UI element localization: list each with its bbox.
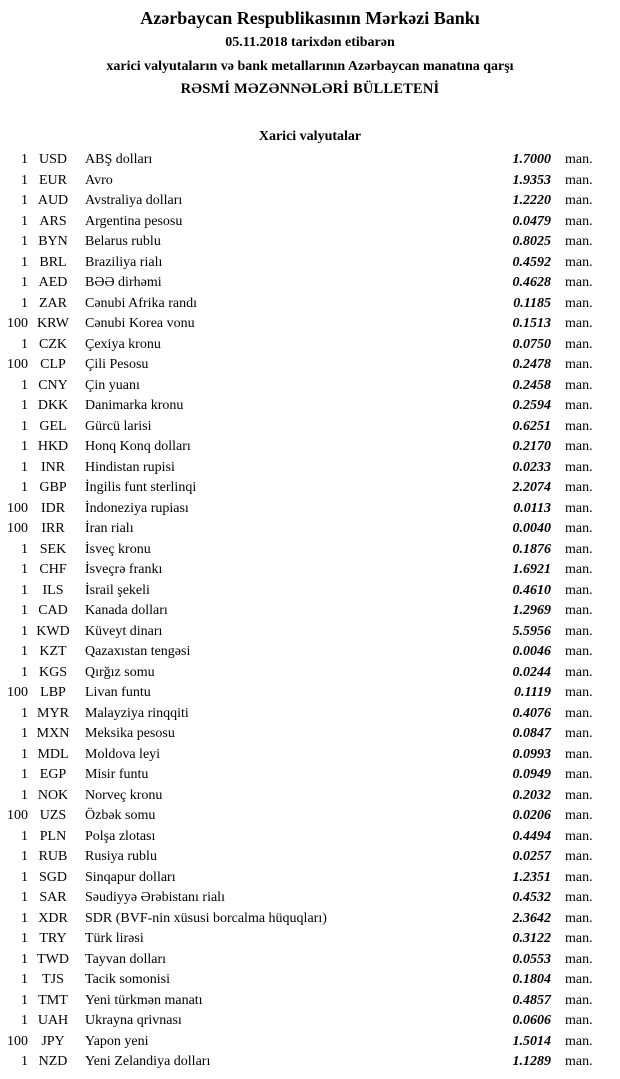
unit-label: man. bbox=[565, 582, 593, 598]
rate-value: 5.5956 bbox=[512, 623, 551, 639]
rate-value: 0.0206 bbox=[512, 808, 551, 823]
currency-code: LBP bbox=[40, 685, 66, 700]
currency-code: BYN bbox=[38, 234, 68, 249]
unit-label: man. bbox=[565, 685, 593, 700]
unit-label: man. bbox=[565, 398, 593, 413]
currency-name: Küveyt dinarı bbox=[85, 623, 163, 639]
currency-name: Meksika pesosu bbox=[85, 726, 175, 741]
quantity: 1 bbox=[21, 910, 28, 926]
currency-name: İngilis funt sterlinqi bbox=[85, 480, 197, 495]
table-row bbox=[0, 581, 620, 602]
currency-code: GEL bbox=[39, 418, 67, 434]
quantity: 1 bbox=[21, 480, 28, 495]
table-row bbox=[0, 622, 620, 643]
table-row bbox=[0, 212, 620, 233]
quantity: 1 bbox=[21, 582, 28, 598]
table-row bbox=[0, 909, 620, 930]
table-row bbox=[0, 314, 620, 335]
rate-value: 0.0244 bbox=[512, 664, 551, 680]
unit-label: man. bbox=[565, 193, 593, 208]
rate-value: 1.1289 bbox=[512, 1054, 551, 1069]
table-row bbox=[0, 396, 620, 417]
currency-code: MXN bbox=[36, 726, 70, 741]
table-row bbox=[0, 806, 620, 827]
quantity: 1 bbox=[21, 828, 28, 844]
table-row bbox=[0, 970, 620, 991]
currency-code: IDR bbox=[40, 500, 66, 516]
unit-label: man. bbox=[565, 910, 593, 926]
table-row bbox=[0, 847, 620, 868]
rate-value: 1.6921 bbox=[512, 562, 551, 577]
rate-value: 1.2969 bbox=[512, 603, 551, 618]
currency-code: TWD bbox=[37, 951, 69, 967]
section-title-foreign-currencies: Xarici valyutalar bbox=[258, 129, 362, 144]
quantity: 100 bbox=[7, 316, 28, 331]
quantity: 1 bbox=[21, 931, 28, 946]
table-row bbox=[0, 478, 620, 499]
unit-label: man. bbox=[565, 275, 593, 290]
currency-code: XDR bbox=[38, 910, 68, 926]
rate-value: 2.3642 bbox=[512, 910, 551, 926]
quantity: 1 bbox=[21, 398, 28, 413]
quantity: 1 bbox=[21, 849, 28, 864]
quantity: 1 bbox=[21, 336, 28, 352]
unit-label: man. bbox=[565, 767, 593, 782]
unit-label: man. bbox=[565, 931, 593, 946]
table-row bbox=[0, 663, 620, 684]
currency-code: GBP bbox=[39, 480, 67, 495]
currency-name: Tacik somonisi bbox=[85, 972, 170, 987]
quantity: 1 bbox=[21, 972, 28, 987]
currency-code: NOK bbox=[37, 787, 69, 803]
currency-code: SAR bbox=[39, 890, 67, 905]
table-row bbox=[0, 1052, 620, 1073]
effective-date-line: 05.11.2018 tarixdən etibarən bbox=[225, 35, 395, 50]
table-row bbox=[0, 335, 620, 356]
rate-value: 0.4592 bbox=[512, 254, 551, 270]
rate-value: 0.0233 bbox=[512, 459, 551, 475]
unit-label: man. bbox=[565, 972, 593, 987]
quantity: 1 bbox=[21, 541, 28, 557]
currency-code: HKD bbox=[37, 439, 69, 454]
rate-value: 0.4076 bbox=[512, 705, 551, 721]
unit-label: man. bbox=[565, 316, 593, 331]
currency-name: Qazaxıstan tengəsi bbox=[85, 644, 191, 659]
rate-value: 0.2458 bbox=[512, 377, 551, 393]
unit-label: man. bbox=[565, 418, 593, 434]
unit-label: man. bbox=[565, 377, 593, 393]
unit-label: man. bbox=[565, 849, 593, 864]
unit-label: man. bbox=[565, 500, 593, 516]
unit-label: man. bbox=[565, 1054, 593, 1069]
rate-value: 0.0606 bbox=[512, 1013, 551, 1028]
currency-code: MYR bbox=[37, 705, 69, 721]
table-row bbox=[0, 499, 620, 520]
table-row bbox=[0, 888, 620, 909]
unit-label: man. bbox=[565, 1013, 593, 1028]
rate-value: 0.1876 bbox=[512, 541, 551, 557]
currency-code: KRW bbox=[37, 316, 69, 331]
currency-name: SDR (BVF-nin xüsusi borcalma hüquqları) bbox=[85, 910, 327, 926]
rate-value: 0.1119 bbox=[514, 685, 551, 700]
unit-label: man. bbox=[565, 828, 593, 844]
currency-name: Cənubi Afrika randı bbox=[85, 295, 197, 311]
rate-value: 0.2032 bbox=[512, 787, 551, 803]
currency-name: Çili Pesosu bbox=[85, 357, 149, 372]
rate-value: 1.5014 bbox=[512, 1033, 551, 1049]
rate-value: 1.9353 bbox=[512, 172, 551, 188]
quantity: 1 bbox=[21, 418, 28, 434]
rate-value: 0.2170 bbox=[512, 439, 551, 454]
rate-value: 0.1185 bbox=[513, 295, 551, 311]
bulletin-subtitle: xarici valyutaların və bank metallarının Azərbaycan manatına qarşı bbox=[106, 59, 514, 74]
quantity: 1 bbox=[21, 705, 28, 721]
unit-label: man. bbox=[565, 869, 593, 885]
rate-value: 0.0479 bbox=[512, 213, 551, 229]
currency-code: CZK bbox=[39, 336, 67, 352]
currency-code: DKK bbox=[37, 398, 69, 413]
currency-name: İran rialı bbox=[85, 521, 134, 536]
currency-code: SEK bbox=[39, 541, 67, 557]
currency-name: Polşa zlotası bbox=[85, 828, 156, 844]
quantity: 100 bbox=[7, 500, 28, 516]
unit-label: man. bbox=[565, 172, 593, 188]
table-row bbox=[0, 437, 620, 458]
quantity: 100 bbox=[7, 1033, 28, 1049]
unit-label: man. bbox=[565, 603, 593, 618]
currency-name: Özbək somu bbox=[85, 808, 156, 823]
quantity: 1 bbox=[21, 951, 28, 967]
quantity: 1 bbox=[21, 869, 28, 885]
currency-name: İsveç kronu bbox=[85, 541, 151, 557]
quantity: 1 bbox=[21, 767, 28, 782]
quantity: 1 bbox=[21, 193, 28, 208]
table-row bbox=[0, 991, 620, 1012]
quantity: 1 bbox=[21, 377, 28, 393]
currency-code: ARS bbox=[39, 213, 67, 229]
rate-value: 0.0949 bbox=[512, 767, 551, 782]
rate-value: 0.4857 bbox=[512, 992, 551, 1008]
quantity: 1 bbox=[21, 295, 28, 311]
currency-name: Argentina pesosu bbox=[85, 213, 183, 229]
table-row bbox=[0, 253, 620, 274]
currency-name: Danimarka kronu bbox=[85, 398, 184, 413]
quantity: 1 bbox=[21, 644, 28, 659]
table-row bbox=[0, 827, 620, 848]
rate-value: 0.0046 bbox=[512, 644, 551, 659]
currency-code: USD bbox=[38, 152, 67, 167]
currency-name: Cənubi Korea vonu bbox=[85, 316, 195, 331]
table-row bbox=[0, 273, 620, 294]
rate-value: 0.3122 bbox=[512, 931, 551, 946]
currency-code: UZS bbox=[39, 808, 67, 823]
currency-name: Belarus rublu bbox=[85, 234, 161, 249]
rate-value: 0.6251 bbox=[512, 418, 551, 434]
currency-name: Livan funtu bbox=[85, 685, 151, 700]
table-row bbox=[0, 950, 620, 971]
rate-value: 0.0113 bbox=[513, 500, 551, 516]
unit-label: man. bbox=[565, 357, 593, 372]
quantity: 1 bbox=[21, 254, 28, 270]
unit-label: man. bbox=[565, 808, 593, 823]
quantity: 1 bbox=[21, 459, 28, 475]
table-row bbox=[0, 171, 620, 192]
rate-value: 1.7000 bbox=[512, 152, 551, 167]
rate-value: 0.0993 bbox=[512, 746, 551, 762]
unit-label: man. bbox=[565, 787, 593, 803]
unit-label: man. bbox=[565, 254, 593, 270]
unit-label: man. bbox=[565, 234, 593, 249]
rate-value: 1.2220 bbox=[512, 193, 551, 208]
currency-code: JPY bbox=[41, 1033, 65, 1049]
unit-label: man. bbox=[565, 951, 593, 967]
quantity: 1 bbox=[21, 787, 28, 803]
quantity: 1 bbox=[21, 726, 28, 741]
bulletin-name: RƏSMİ MƏZƏNNƏLƏRİ BÜLLETENİ bbox=[180, 81, 440, 97]
table-row bbox=[0, 540, 620, 561]
table-row bbox=[0, 191, 620, 212]
currency-name: Gürcü larisi bbox=[85, 418, 152, 434]
unit-label: man. bbox=[565, 705, 593, 721]
quantity: 1 bbox=[21, 234, 28, 249]
currency-name: İsveçrə frankı bbox=[85, 562, 163, 577]
currency-name: Çexiya kronu bbox=[85, 336, 161, 352]
currency-code: CAD bbox=[38, 603, 68, 618]
rate-value: 0.2478 bbox=[512, 357, 551, 372]
currency-name: Honq Konq dolları bbox=[85, 439, 191, 454]
currency-code: KGS bbox=[38, 664, 67, 680]
unit-label: man. bbox=[565, 664, 593, 680]
currency-code: TRY bbox=[39, 931, 67, 946]
unit-label: man. bbox=[565, 623, 593, 639]
quantity: 1 bbox=[21, 664, 28, 680]
currency-name: Rusiya rublu bbox=[85, 849, 157, 864]
currency-code: CHF bbox=[39, 562, 67, 577]
unit-label: man. bbox=[565, 562, 593, 577]
quantity: 100 bbox=[7, 685, 28, 700]
currency-code: EUR bbox=[39, 172, 67, 188]
quantity: 1 bbox=[21, 213, 28, 229]
currency-code: ZAR bbox=[39, 295, 67, 311]
unit-label: man. bbox=[565, 1033, 593, 1049]
table-row bbox=[0, 232, 620, 253]
currency-code: KWD bbox=[36, 623, 70, 639]
currency-name: Türk lirəsi bbox=[85, 931, 144, 946]
table-row bbox=[0, 376, 620, 397]
rate-value: 0.8025 bbox=[512, 234, 551, 249]
table-row bbox=[0, 683, 620, 704]
table-row bbox=[0, 294, 620, 315]
quantity: 1 bbox=[21, 1054, 28, 1069]
currency-code: AUD bbox=[37, 193, 69, 208]
currency-code: ILS bbox=[42, 582, 64, 598]
currency-name: Yapon yeni bbox=[85, 1033, 149, 1049]
unit-label: man. bbox=[565, 890, 593, 905]
rate-value: 2.2074 bbox=[512, 480, 551, 495]
unit-label: man. bbox=[565, 459, 593, 475]
currency-code: NZD bbox=[38, 1054, 68, 1069]
currency-name: Ukrayna qrivnası bbox=[85, 1013, 182, 1028]
quantity: 100 bbox=[7, 808, 28, 823]
currency-name: Səudiyyə Ərəbistanı rialı bbox=[85, 890, 225, 905]
unit-label: man. bbox=[565, 295, 593, 311]
currency-name: İndoneziya rupiası bbox=[85, 500, 189, 516]
currency-name: ABŞ dolları bbox=[85, 152, 153, 167]
currency-name: BƏƏ dirhəmi bbox=[85, 275, 162, 290]
table-row bbox=[0, 642, 620, 663]
rate-value: 1.2351 bbox=[512, 869, 551, 885]
currency-code: MDL bbox=[37, 746, 69, 762]
rate-value: 0.0040 bbox=[512, 521, 551, 536]
table-row bbox=[0, 1032, 620, 1053]
rate-value: 0.1513 bbox=[512, 316, 551, 331]
quantity: 1 bbox=[21, 992, 28, 1008]
currency-code: INR bbox=[40, 459, 66, 475]
unit-label: man. bbox=[565, 644, 593, 659]
quantity: 1 bbox=[21, 890, 28, 905]
unit-label: man. bbox=[565, 213, 593, 229]
unit-label: man. bbox=[565, 480, 593, 495]
table-row bbox=[0, 519, 620, 540]
rate-value: 0.1804 bbox=[512, 972, 551, 987]
table-row bbox=[0, 724, 620, 745]
currency-code: UAH bbox=[37, 1013, 69, 1028]
currency-code: TMT bbox=[38, 992, 68, 1008]
currency-name: Tayvan dolları bbox=[85, 951, 167, 967]
table-row bbox=[0, 704, 620, 725]
currency-name: Norveç kronu bbox=[85, 787, 163, 803]
quantity: 1 bbox=[21, 1013, 28, 1028]
unit-label: man. bbox=[565, 726, 593, 741]
rate-value: 0.0847 bbox=[512, 726, 551, 741]
table-row bbox=[0, 355, 620, 376]
unit-label: man. bbox=[565, 541, 593, 557]
unit-label: man. bbox=[565, 746, 593, 762]
unit-label: man. bbox=[565, 336, 593, 352]
quantity: 1 bbox=[21, 562, 28, 577]
currency-code: RUB bbox=[38, 849, 68, 864]
table-row bbox=[0, 417, 620, 438]
rate-value: 0.4494 bbox=[512, 828, 551, 844]
table-row bbox=[0, 868, 620, 889]
unit-label: man. bbox=[565, 439, 593, 454]
currency-name: Malayziya rinqqiti bbox=[85, 705, 189, 721]
table-row bbox=[0, 929, 620, 950]
unit-label: man. bbox=[565, 992, 593, 1008]
currency-name: Yeni türkmən manatı bbox=[85, 992, 203, 1008]
quantity: 1 bbox=[21, 439, 28, 454]
quantity: 100 bbox=[7, 357, 28, 372]
currency-name: Sinqapur dolları bbox=[85, 869, 176, 885]
currency-name: Moldova leyi bbox=[85, 746, 161, 762]
currency-name: Braziliya rialı bbox=[85, 254, 163, 270]
quantity: 1 bbox=[21, 275, 28, 290]
currency-table bbox=[0, 150, 620, 1073]
currency-code: KZT bbox=[39, 644, 67, 659]
unit-label: man. bbox=[565, 152, 593, 167]
currency-code: IRR bbox=[41, 521, 65, 536]
quantity: 1 bbox=[21, 152, 28, 167]
table-row bbox=[0, 786, 620, 807]
currency-code: SGD bbox=[38, 869, 67, 885]
bulletin-header bbox=[0, 6, 620, 99]
currency-code: CNY bbox=[38, 377, 68, 393]
bulletin-page bbox=[0, 6, 620, 1079]
currency-name: Hindistan rupisi bbox=[85, 459, 175, 475]
bank-title: Azərbaycan Respublikasının Mərkəzi Bankı bbox=[140, 8, 480, 28]
table-row bbox=[0, 560, 620, 581]
rate-value: 0.0553 bbox=[512, 951, 551, 967]
rate-value: 0.4610 bbox=[512, 582, 551, 598]
table-row bbox=[0, 458, 620, 479]
rate-value: 0.0750 bbox=[512, 336, 551, 352]
quantity: 1 bbox=[21, 746, 28, 762]
currency-code: CLP bbox=[40, 357, 66, 372]
table-row bbox=[0, 765, 620, 786]
table-row bbox=[0, 1011, 620, 1032]
currency-name: Yeni Zelandiya dolları bbox=[85, 1054, 211, 1069]
unit-label: man. bbox=[565, 521, 593, 536]
currency-code: AED bbox=[38, 275, 68, 290]
rate-value: 0.2594 bbox=[512, 398, 551, 413]
currency-code: EGP bbox=[39, 767, 67, 782]
currency-name: Kanada dolları bbox=[85, 603, 168, 618]
table-row bbox=[0, 745, 620, 766]
table-row bbox=[0, 150, 620, 171]
quantity: 1 bbox=[21, 623, 28, 639]
currency-name: Avstraliya dolları bbox=[85, 193, 183, 208]
quantity: 1 bbox=[21, 172, 28, 188]
currency-code: PLN bbox=[39, 828, 67, 844]
currency-name: İsrail şekeli bbox=[85, 582, 150, 598]
currency-name: Misir funtu bbox=[85, 767, 149, 782]
currency-code: TJS bbox=[42, 972, 64, 987]
table-row bbox=[0, 601, 620, 622]
rate-value: 0.0257 bbox=[512, 849, 551, 864]
currency-code: BRL bbox=[39, 254, 67, 270]
rate-value: 0.4628 bbox=[512, 275, 551, 290]
rate-value: 0.4532 bbox=[512, 890, 551, 905]
currency-name: Çin yuanı bbox=[85, 377, 140, 393]
quantity: 1 bbox=[21, 603, 28, 618]
currency-name: Avro bbox=[85, 172, 113, 188]
currency-name: Qırğız somu bbox=[85, 664, 155, 680]
quantity: 100 bbox=[7, 521, 28, 536]
